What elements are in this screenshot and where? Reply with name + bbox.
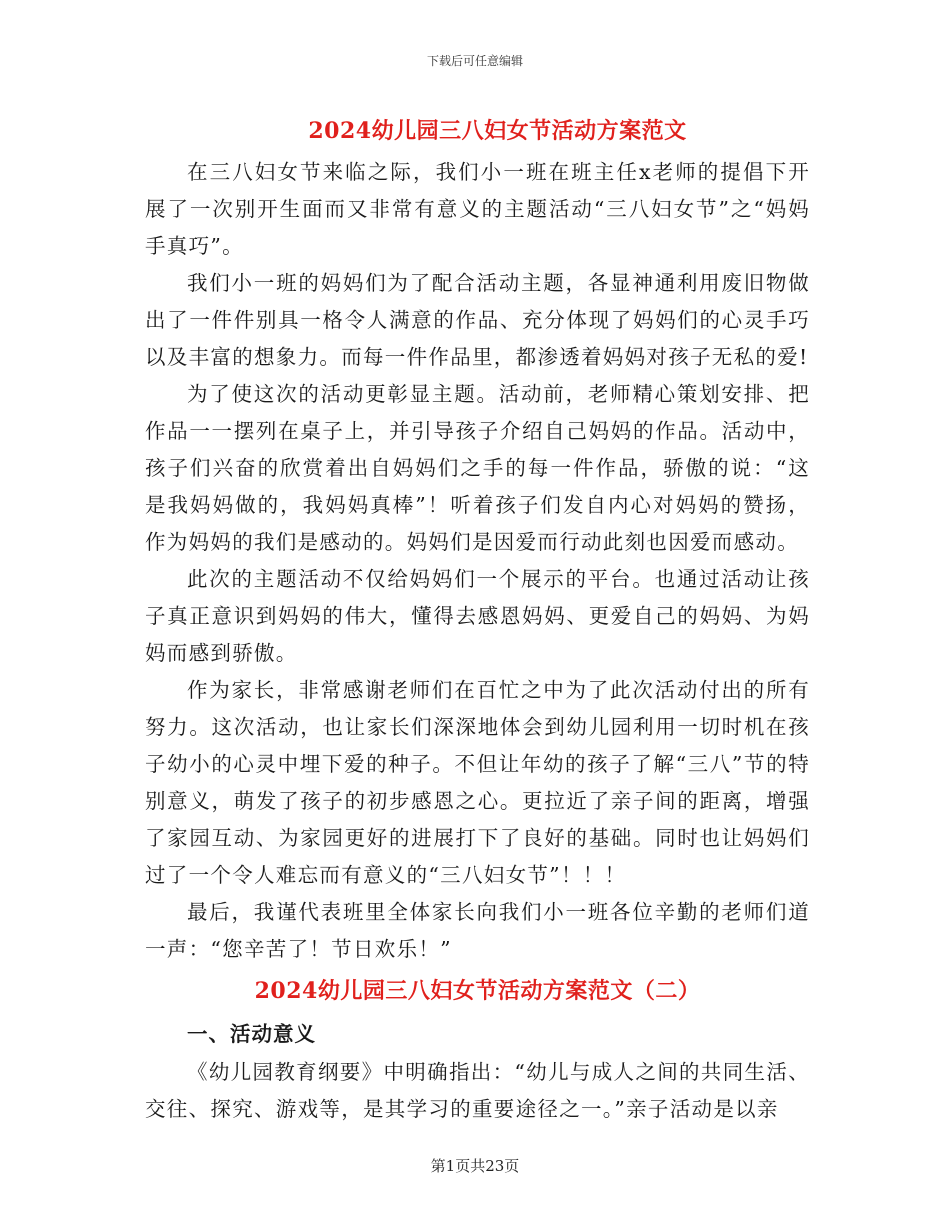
page-footer: 第1页共23页 bbox=[430, 1157, 520, 1175]
paragraph-4: 此次的主题活动不仅给妈妈们一个展示的平台。也通过活动让孩子真正意识到妈妈的伟大，懂得去感恩妈妈、更爱自己的妈妈、为妈妈而感到骄傲。 bbox=[145, 567, 810, 665]
paragraph-3: 为了使这次的活动更彰显主题。活动前，老师精心策划安排、把作品一一摆列在桌子上，并引导孩子介绍自己妈妈的作品。活动中，孩子们兴奋的欣赏着出自妈妈们之手的每一件作品，骄傲的说：“这是我妈妈做的，我妈妈真棒”！听着孩子们发自内心对妈妈的赞扬，作为妈妈的我们是感动的。妈妈们是因爱而行动此刻也因爱而感动。 bbox=[145, 382, 810, 554]
section-title: 2024幼儿园三八妇女节活动方案范文（二） bbox=[254, 978, 701, 1004]
paragraph-2: 我们小一班的妈妈们为了配合活动主题，各显神通利用废旧物做出了一件件别具一格令人满意的作品、充分体现了妈妈们的心灵手巧以及丰富的想象力。而每一件作品里，都渗透着妈妈对孩子无私的爱! bbox=[145, 271, 810, 369]
section-paragraph: 《幼儿园教育纲要》中明确指出：“幼儿与成人之间的共同生活、交往、探究、游戏等，是其学习的重要途径之一。”亲子活动是以亲 bbox=[145, 1060, 810, 1121]
paragraph-1: 在三八妇女节来临之际，我们小一班在班主任x老师的提倡下开展了一次别开生面而又非常有意义的主题活动“三八妇女节”之“妈妈手真巧”。 bbox=[145, 160, 810, 258]
paragraph-6: 最后，我谨代表班里全体家长向我们小一班各位辛勤的老师们道一声：“您辛苦了！节日欢乐！” bbox=[145, 900, 810, 961]
document-body bbox=[145, 108, 810, 1128]
document-title: 2024幼儿园三八妇女节活动方案范文 bbox=[308, 118, 687, 144]
section-heading: 一、活动意义 bbox=[187, 1022, 316, 1046]
header-note: 下载后可任意编辑 bbox=[426, 54, 523, 68]
paragraph-5: 作为家长，非常感谢老师们在百忙之中为了此次活动付出的所有努力。这次活动，也让家长们深深地体会到幼儿园利用一切时机在孩子幼小的心灵中埋下爱的种子。不但让年幼的孩子了解“三八”节的特别意义，萌发了孩子的初步感恩之心。更拉近了亲子间的距离，增强了家园互动、为家园更好的进展打下了良好的基础。同时也让妈妈们过了一个令人难忘而有意义的“三八妇女节”！！！ bbox=[145, 678, 810, 887]
